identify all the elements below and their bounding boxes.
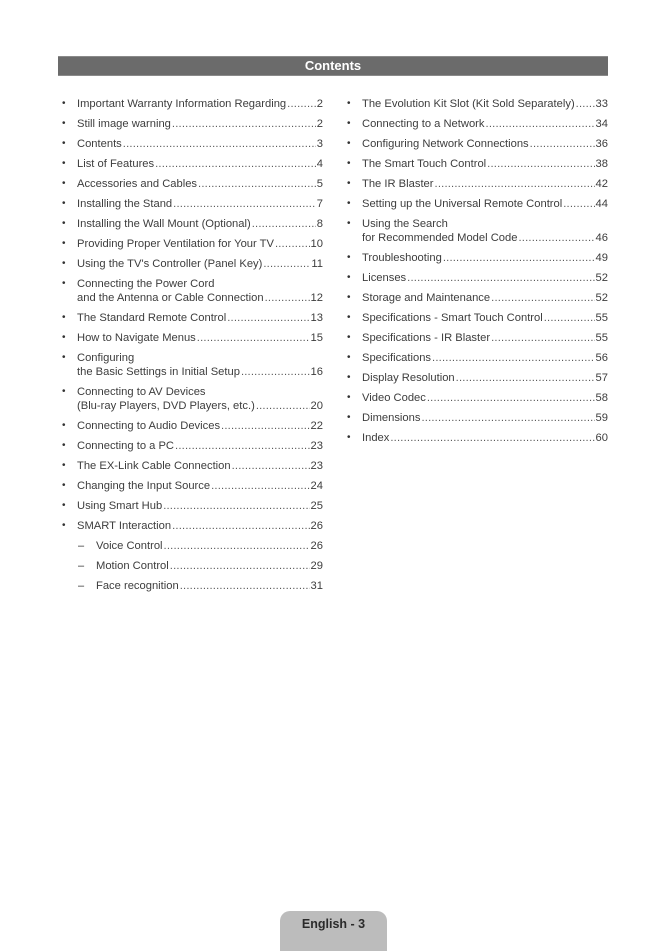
- toc-entry-line: [77, 499, 323, 513]
- toc-entry-text: [96, 559, 323, 573]
- toc-page-number: 33: [595, 98, 608, 110]
- dot-leader: [172, 117, 316, 131]
- bullet-icon: •: [62, 158, 66, 169]
- toc-entry-title: Configuring Network Connections: [362, 138, 529, 150]
- toc-entry-line: [77, 157, 323, 171]
- toc-entry-text: [77, 197, 323, 211]
- toc-entry-line: [362, 231, 608, 245]
- toc-page-number: 60: [595, 432, 608, 444]
- toc-entry-line: [77, 399, 323, 413]
- dot-leader: [432, 351, 595, 365]
- toc-page-number: 20: [310, 400, 323, 412]
- toc-entry-title: Index: [362, 432, 390, 444]
- toc-entry-title: Providing Proper Ventilation for Your TV: [77, 238, 274, 250]
- toc-entry-text: [77, 157, 323, 171]
- toc-entry-title: Still image warning: [77, 118, 171, 130]
- dot-leader: [164, 539, 310, 553]
- toc-right-column: [347, 97, 608, 451]
- toc-entry[interactable]: [347, 251, 608, 265]
- bullet-icon: •: [347, 198, 351, 209]
- toc-entry-line: [77, 519, 323, 533]
- toc-entry[interactable]: [347, 197, 608, 211]
- toc-entry-title: The EX-Link Cable Connection: [77, 460, 231, 472]
- dot-leader: [252, 217, 316, 231]
- toc-entry-title: The Smart Touch Control: [362, 158, 487, 170]
- toc-entry-title: Connecting to Audio Devices: [77, 420, 221, 432]
- toc-page-number: 3: [316, 138, 323, 150]
- dot-leader: [263, 257, 310, 271]
- bullet-icon: •: [347, 138, 351, 149]
- dot-leader: [265, 291, 310, 305]
- toc-entry[interactable]: [62, 459, 323, 473]
- toc-entry[interactable]: [62, 385, 323, 413]
- toc-entry-line: [77, 177, 323, 191]
- toc-page-number: 31: [310, 580, 323, 592]
- bullet-icon: •: [62, 440, 66, 451]
- bullet-icon: •: [347, 432, 351, 443]
- toc-entry-title: Using the Search: [362, 218, 448, 230]
- toc-entry-line: [77, 311, 323, 325]
- toc-entry-text: [362, 137, 608, 151]
- bullet-icon: •: [62, 218, 66, 229]
- toc-entry-line: [77, 385, 323, 399]
- toc-page-number: 55: [595, 312, 608, 324]
- toc-entry-title: Using the TV's Controller (Panel Key): [77, 258, 263, 270]
- toc-entry-text: [362, 117, 608, 131]
- toc-page-number: 59: [595, 412, 608, 424]
- toc-entry-text: [362, 197, 608, 211]
- bullet-icon: •: [347, 412, 351, 423]
- bullet-icon: •: [347, 252, 351, 263]
- toc-entry-text: [362, 157, 608, 171]
- toc-page-number: 26: [310, 540, 323, 552]
- toc-entry-title: Connecting to AV Devices: [77, 386, 206, 398]
- bullet-icon: •: [62, 480, 66, 491]
- toc-entry-line: [77, 117, 323, 131]
- page-title: Contents: [304, 58, 362, 73]
- toc-entry-title: Connecting to a PC: [77, 440, 175, 452]
- bullet-icon: •: [347, 372, 351, 383]
- toc-entry-title: List of Features: [77, 158, 155, 170]
- toc-entry-line: [362, 391, 608, 405]
- dot-leader: [421, 411, 594, 425]
- bullet-icon: •: [62, 278, 66, 289]
- toc-entry-title: for Recommended Model Code: [362, 232, 518, 244]
- toc-entry-title: and the Antenna or Cable Connection: [77, 292, 264, 304]
- toc-page-number: 4: [316, 158, 323, 170]
- toc-entry-line: [77, 439, 323, 453]
- bullet-icon: •: [62, 98, 66, 109]
- bullet-icon: •: [62, 460, 66, 471]
- toc-subentry[interactable]: [62, 539, 323, 553]
- toc-entry-text: [77, 277, 323, 305]
- toc-entry[interactable]: [62, 419, 323, 433]
- toc-entry-text: [77, 311, 323, 325]
- toc-entry-line: [362, 271, 608, 285]
- toc-page-number: 23: [310, 460, 323, 472]
- bullet-icon: •: [62, 500, 66, 511]
- toc-entry-text: [362, 271, 608, 285]
- toc-page-number: 8: [316, 218, 323, 230]
- dot-leader: [155, 157, 316, 171]
- toc-entry[interactable]: [347, 157, 608, 171]
- toc-entry[interactable]: [347, 137, 608, 151]
- dot-leader: [487, 157, 594, 171]
- toc-entry-text: [77, 97, 323, 111]
- toc-entry-title: Licenses: [362, 272, 407, 284]
- toc-entry[interactable]: [62, 499, 323, 513]
- dot-leader: [427, 391, 595, 405]
- toc-entry-title: the Basic Settings in Initial Setup: [77, 366, 240, 378]
- toc-entry[interactable]: [62, 217, 323, 231]
- dot-leader: [456, 371, 595, 385]
- dot-leader: [491, 291, 594, 305]
- toc-entry-title: Installing the Stand: [77, 198, 173, 210]
- toc-entry-title: The Standard Remote Control: [77, 312, 227, 324]
- toc-entry-title: (Blu-ray Players, DVD Players, etc.): [77, 400, 255, 412]
- toc-entry-text: [77, 237, 323, 251]
- toc-entry-title: Voice Control: [96, 540, 163, 552]
- bullet-icon: •: [347, 118, 351, 129]
- toc-entry-title: The IR Blaster: [362, 178, 434, 190]
- toc-page-number: 2: [316, 118, 323, 130]
- toc-entry[interactable]: [347, 217, 608, 245]
- toc-entry[interactable]: [347, 371, 608, 385]
- toc-entry-line: [77, 277, 323, 291]
- toc-entry-text: [77, 499, 323, 513]
- bullet-icon: •: [62, 312, 66, 323]
- toc-page-number: 15: [310, 332, 323, 344]
- toc-entry-text: [77, 177, 323, 191]
- toc-entry-text: [77, 479, 323, 493]
- toc-entry-text: [362, 97, 608, 111]
- dot-leader: [172, 519, 309, 533]
- toc-entry-title: Using Smart Hub: [77, 500, 163, 512]
- dot-leader: [275, 237, 310, 251]
- bullet-icon: •: [347, 332, 351, 343]
- toc-entry[interactable]: [62, 519, 323, 533]
- toc-entry[interactable]: [62, 97, 323, 111]
- toc-page-number: 12: [310, 292, 323, 304]
- toc-entry-line: [362, 177, 608, 191]
- toc-entry-line: [362, 411, 608, 425]
- toc-entry-line: [77, 459, 323, 473]
- toc-page-number: 13: [310, 312, 323, 324]
- bullet-icon: •: [347, 178, 351, 189]
- bullet-icon: •: [347, 158, 351, 169]
- bullet-icon: •: [62, 118, 66, 129]
- toc-entry-line: [77, 331, 323, 345]
- toc-entry-line: [362, 217, 608, 231]
- toc-entry-text: [77, 439, 323, 453]
- toc-entry-text: [362, 251, 608, 265]
- toc-entry[interactable]: [62, 157, 323, 171]
- toc-page-number: 49: [595, 252, 608, 264]
- toc-page-number: 24: [310, 480, 323, 492]
- dot-leader: [576, 97, 595, 111]
- toc-entry[interactable]: [347, 177, 608, 191]
- toc-page-number: 2: [316, 98, 323, 110]
- toc-page-number: 29: [310, 560, 323, 572]
- toc-entry-title: Connecting to a Network: [362, 118, 485, 130]
- toc-page-number: 56: [595, 352, 608, 364]
- toc-entry[interactable]: [62, 117, 323, 131]
- toc-entry[interactable]: [62, 351, 323, 379]
- toc-entry-line: [362, 291, 608, 305]
- toc-page-number: 26: [310, 520, 323, 532]
- toc-page-number: 5: [316, 178, 323, 190]
- toc-page-number: 42: [595, 178, 608, 190]
- toc-entry-text: [362, 311, 608, 325]
- toc-left-column: [62, 97, 323, 599]
- bullet-icon: •: [347, 352, 351, 363]
- dot-leader: [544, 311, 595, 325]
- toc-entry-line: [362, 197, 608, 211]
- toc-page-number: 25: [310, 500, 323, 512]
- dot-leader: [518, 231, 594, 245]
- toc-entry-title: Configuring: [77, 352, 135, 364]
- toc-entry[interactable]: [347, 331, 608, 345]
- toc-entry-line: [77, 351, 323, 365]
- toc-entry-line: [96, 559, 323, 573]
- toc-page-number: 52: [595, 292, 608, 304]
- toc-page-number: 58: [595, 392, 608, 404]
- toc-page-number: 44: [595, 198, 608, 210]
- toc-entry[interactable]: [347, 271, 608, 285]
- toc-entry-line: [362, 331, 608, 345]
- dot-leader: [180, 579, 310, 593]
- toc-entry[interactable]: [347, 311, 608, 325]
- toc-entry-text: [77, 459, 323, 473]
- dot-leader: [175, 439, 310, 453]
- toc-entry-title: Installing the Wall Mount (Optional): [77, 218, 251, 230]
- bullet-icon: •: [62, 238, 66, 249]
- toc-entry-text: [77, 519, 323, 533]
- toc-entry-line: [362, 137, 608, 151]
- toc-entry-text: [362, 431, 608, 445]
- bullet-icon: •: [62, 386, 66, 397]
- toc-page-number: 52: [595, 272, 608, 284]
- toc-entry[interactable]: [347, 117, 608, 131]
- toc-entry-line: [77, 291, 323, 305]
- toc-subentry[interactable]: [62, 579, 323, 593]
- dash-bullet-icon: –: [78, 540, 85, 552]
- toc-entry-title: Important Warranty Information Regarding: [77, 98, 287, 110]
- dash-bullet-icon: –: [78, 560, 85, 572]
- dot-leader: [491, 331, 594, 345]
- bullet-icon: •: [347, 272, 351, 283]
- toc-entry-line: [96, 579, 323, 593]
- toc-entry[interactable]: [62, 439, 323, 453]
- toc-entry[interactable]: [347, 391, 608, 405]
- toc-page-number: 34: [595, 118, 608, 130]
- toc-page-number: 57: [595, 372, 608, 384]
- toc-entry-title: Connecting the Power Cord: [77, 278, 215, 290]
- toc-entry-text: [77, 351, 323, 379]
- dot-leader: [530, 137, 595, 151]
- bullet-icon: •: [347, 392, 351, 403]
- dot-leader: [435, 177, 595, 191]
- toc-entry-title: Contents: [77, 138, 122, 150]
- toc-entry[interactable]: [347, 351, 608, 365]
- dot-leader: [221, 419, 310, 433]
- toc-entry-text: [362, 331, 608, 345]
- toc-page-number: 11: [311, 258, 323, 270]
- toc-entry-line: [362, 157, 608, 171]
- toc-entry-text: [362, 411, 608, 425]
- dot-leader: [227, 311, 309, 325]
- toc-entry[interactable]: [347, 411, 608, 425]
- dash-bullet-icon: –: [78, 580, 85, 592]
- toc-entry-text: [77, 257, 323, 271]
- bullet-icon: •: [347, 218, 351, 229]
- toc-entry-line: [77, 197, 323, 211]
- toc-entry-title: Accessories and Cables: [77, 178, 198, 190]
- toc-entry-title: Specifications: [362, 352, 432, 364]
- toc-entry-title: How to Navigate Menus: [77, 332, 196, 344]
- toc-entry-text: [77, 419, 323, 433]
- bullet-icon: •: [62, 178, 66, 189]
- dot-leader: [197, 331, 310, 345]
- toc-entry-text: [77, 117, 323, 131]
- toc-entry-title: Setting up the Universal Remote Control: [362, 198, 563, 210]
- toc-entry[interactable]: [62, 177, 323, 191]
- toc-entry-line: [77, 137, 323, 151]
- bullet-icon: •: [347, 312, 351, 323]
- contents-title-bar: [58, 56, 608, 76]
- toc-entry-line: [362, 351, 608, 365]
- toc-entry[interactable]: [347, 291, 608, 305]
- toc-entry[interactable]: [62, 331, 323, 345]
- toc-page-number: 36: [595, 138, 608, 150]
- toc-entry-line: [77, 479, 323, 493]
- dot-leader: [123, 137, 316, 151]
- toc-entry-text: [362, 291, 608, 305]
- toc-entry-text: [77, 385, 323, 413]
- toc-entry-text: [77, 217, 323, 231]
- toc-page-number: 46: [595, 232, 608, 244]
- page-number-tab: [280, 911, 387, 951]
- toc-entry-title: Dimensions: [362, 412, 421, 424]
- dot-leader: [287, 97, 316, 111]
- toc-entry[interactable]: [62, 277, 323, 305]
- toc-entry-title: Storage and Maintenance: [362, 292, 491, 304]
- dot-leader: [241, 365, 310, 379]
- dot-leader: [198, 177, 316, 191]
- dot-leader: [407, 271, 594, 285]
- toc-entry-line: [77, 419, 323, 433]
- toc-page-number: 7: [316, 198, 323, 210]
- toc-entry-title: Face recognition: [96, 580, 179, 592]
- dot-leader: [170, 559, 310, 573]
- toc-page-number: 10: [310, 238, 323, 250]
- toc-entry-text: [96, 539, 323, 553]
- toc-entry[interactable]: [347, 431, 608, 445]
- toc-entry-line: [362, 431, 608, 445]
- toc-entry-title: Changing the Input Source: [77, 480, 211, 492]
- toc-entry-text: [362, 351, 608, 365]
- toc-entry-title: Motion Control: [96, 560, 169, 572]
- toc-entry-line: [362, 311, 608, 325]
- toc-subentry[interactable]: [62, 559, 323, 573]
- toc-entry-text: [362, 371, 608, 385]
- toc-entry-title: Specifications - IR Blaster: [362, 332, 491, 344]
- dot-leader: [163, 499, 309, 513]
- bullet-icon: •: [62, 420, 66, 431]
- toc-page-number: 22: [310, 420, 323, 432]
- bullet-icon: •: [347, 292, 351, 303]
- dot-leader: [232, 459, 310, 473]
- dot-leader: [211, 479, 309, 493]
- toc-page-number: 16: [310, 366, 323, 378]
- toc-entry-line: [77, 217, 323, 231]
- toc-entry-line: [77, 365, 323, 379]
- toc-page-number: 23: [310, 440, 323, 452]
- toc-entry[interactable]: [62, 311, 323, 325]
- toc-entry-title: Specifications - Smart Touch Control: [362, 312, 543, 324]
- dot-leader: [390, 431, 594, 445]
- bullet-icon: •: [347, 98, 351, 109]
- toc-entry-title: Video Codec: [362, 392, 426, 404]
- toc-entry-text: [362, 391, 608, 405]
- dot-leader: [443, 251, 595, 265]
- toc-entry-title: SMART Interaction: [77, 520, 172, 532]
- toc-entry[interactable]: [62, 137, 323, 151]
- toc-entry[interactable]: [62, 237, 323, 251]
- toc-entry-title: Display Resolution: [362, 372, 455, 384]
- toc-entry-line: [96, 539, 323, 553]
- toc-entry-line: [362, 117, 608, 131]
- toc-entry-text: [96, 579, 323, 593]
- toc-entry-title: The Evolution Kit Slot (Kit Sold Separately): [362, 98, 575, 110]
- toc-entry-text: [77, 137, 323, 151]
- bullet-icon: •: [62, 352, 66, 363]
- bullet-icon: •: [62, 520, 66, 531]
- toc-entry-line: [362, 251, 608, 265]
- toc-entry-text: [362, 217, 608, 245]
- toc-entry-line: [77, 97, 323, 111]
- toc-entry[interactable]: [347, 97, 608, 111]
- toc-entry[interactable]: [62, 257, 323, 271]
- toc-entry-line: [362, 97, 608, 111]
- toc-page-number: 38: [595, 158, 608, 170]
- toc-entry-line: [77, 237, 323, 251]
- dot-leader: [256, 399, 310, 413]
- toc-entry-title: Troubleshooting: [362, 252, 442, 264]
- toc-entry-text: [362, 177, 608, 191]
- toc-page-number: 55: [595, 332, 608, 344]
- bullet-icon: •: [62, 198, 66, 209]
- toc-entry-line: [362, 371, 608, 385]
- toc-entry[interactable]: [62, 479, 323, 493]
- toc-entry-text: [77, 331, 323, 345]
- toc-entry-line: [77, 257, 323, 271]
- dot-leader: [563, 197, 594, 211]
- bullet-icon: •: [62, 332, 66, 343]
- toc-entry[interactable]: [62, 197, 323, 211]
- dot-leader: [486, 117, 595, 131]
- bullet-icon: •: [62, 138, 66, 149]
- dot-leader: [173, 197, 316, 211]
- page-number-label: English - 3: [301, 917, 366, 931]
- bullet-icon: •: [62, 258, 66, 269]
